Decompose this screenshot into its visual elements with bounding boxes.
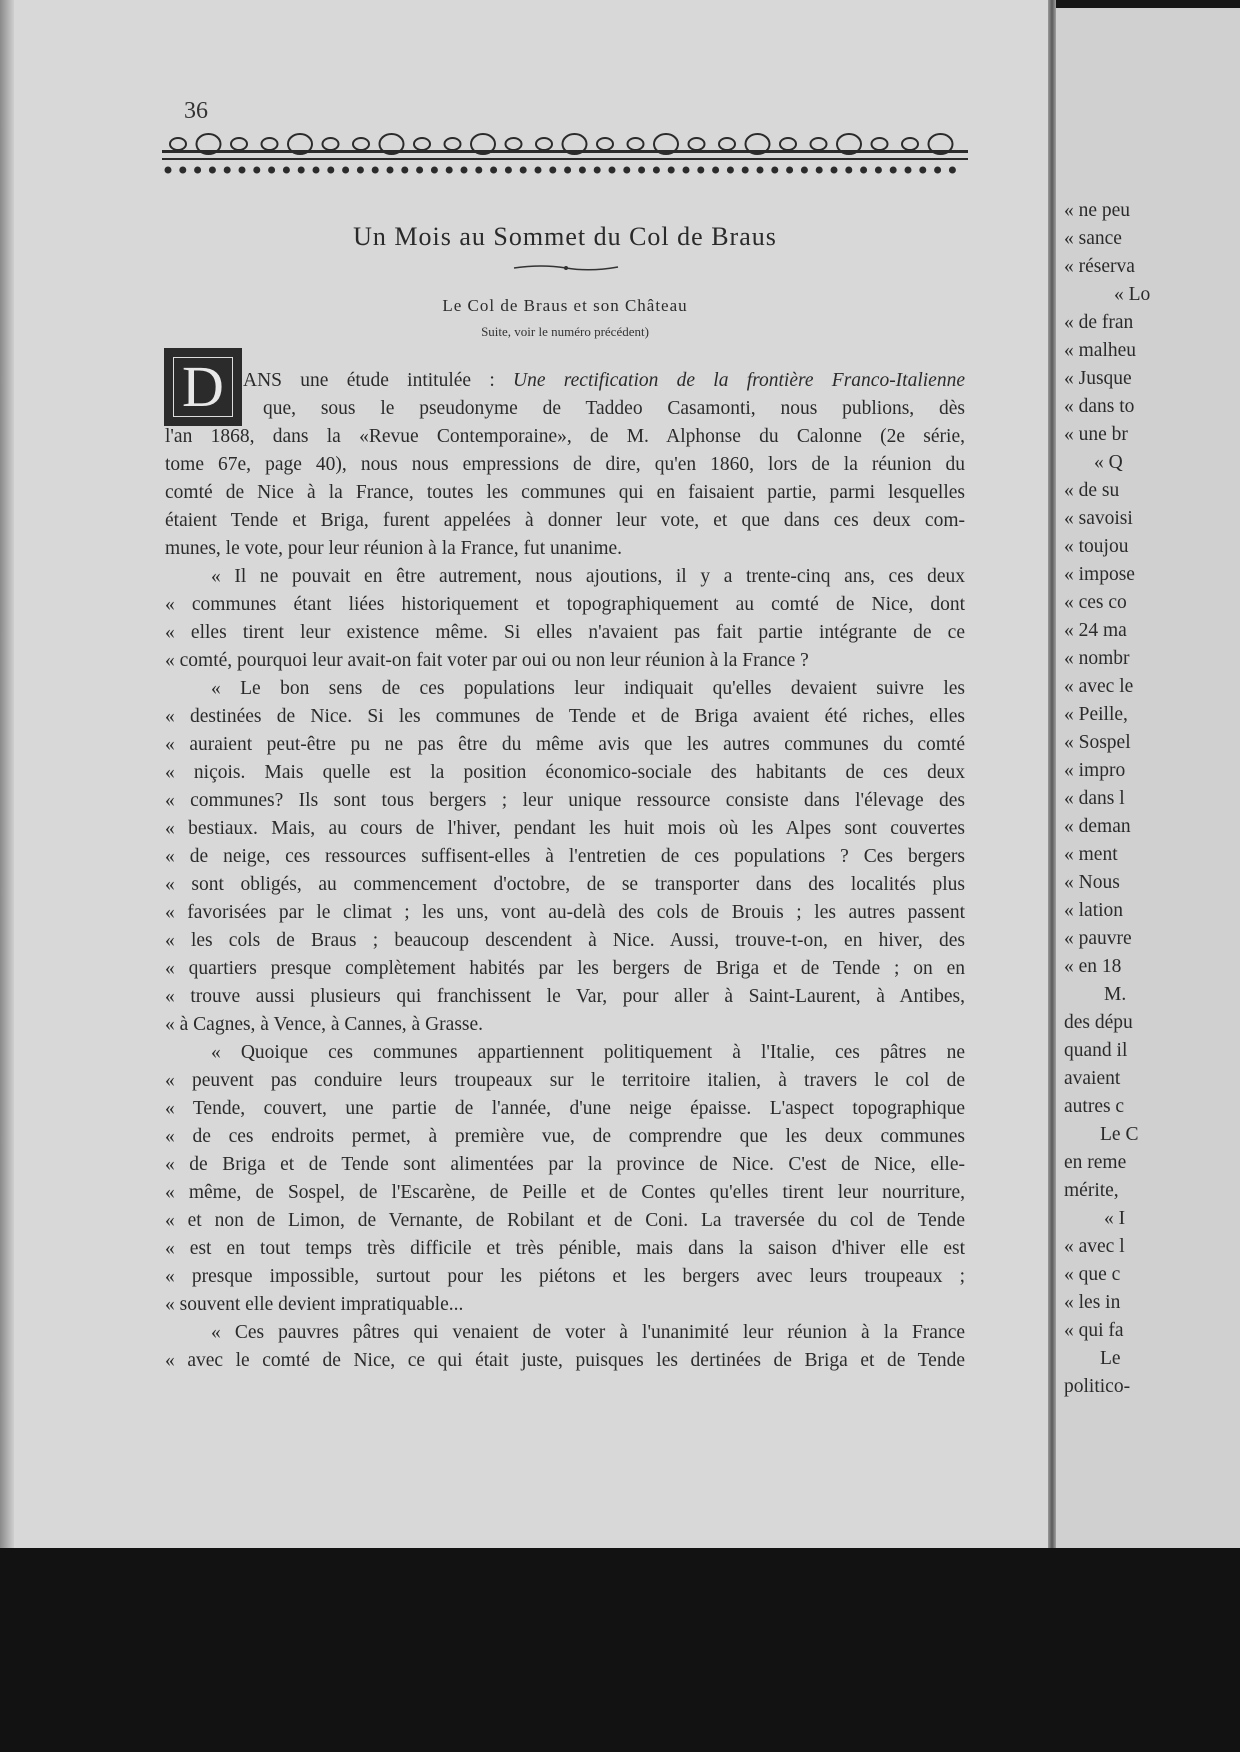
line-text: « de ces endroits permet, à première vue, de comprendre que les deux communes — [165, 1126, 965, 1147]
right-page-line: M. — [1104, 984, 1127, 1005]
ornament-bead — [387, 167, 394, 174]
text-line — [165, 1294, 965, 1316]
line-text: munes, le vote, pour leur réunion à la France, fut unanime. — [165, 538, 623, 559]
line-text: comté de Nice à la France, toutes les communes qui en faisaient partie, parmi lesquelles — [165, 482, 965, 503]
scan-background — [0, 1548, 1240, 1752]
right-page-line: « que c — [1064, 1264, 1121, 1285]
ornament-bead — [165, 167, 172, 174]
ornament-bead — [342, 167, 349, 174]
right-page-line: quand il — [1064, 1040, 1128, 1061]
text-line — [165, 650, 965, 672]
ornament-bead — [179, 167, 186, 174]
text-line — [165, 454, 965, 476]
line-text: « souvent elle devient impratiquable... — [165, 1294, 464, 1315]
right-page-line: « toujou — [1064, 536, 1129, 557]
text-line — [165, 510, 965, 532]
ornament-bead — [623, 167, 630, 174]
right-page — [1056, 8, 1240, 1556]
text-line — [211, 678, 965, 700]
line-text: « niçois. Mais quelle est la position économico-sociale des habitants de ces deux — [165, 762, 965, 783]
line-text: « Ces pauvres pâtres qui venaient de voter à l'unanimité leur réunion à la France — [211, 1322, 965, 1343]
ornament-loop — [353, 138, 369, 150]
line-text: étaient Tende et Briga, furent appelées à donner leur vote, et que dans ces deux com- — [165, 510, 965, 531]
text-line — [165, 930, 965, 952]
ornament-bead — [638, 167, 645, 174]
right-page-line: « 24 ma — [1064, 620, 1127, 641]
ornament-bead — [505, 167, 512, 174]
ornament-bead — [490, 167, 497, 174]
right-page-line: « en 18 — [1064, 956, 1122, 977]
text-line — [165, 594, 965, 616]
ornament-bead — [446, 167, 453, 174]
text-line — [165, 482, 965, 504]
right-page-line: « Sospel — [1064, 732, 1131, 753]
ornament-bead — [742, 167, 749, 174]
ornament-bead — [727, 167, 734, 174]
line-text: « comté, pourquoi leur avait-on fait voter par oui ou non leur réunion à la France ? — [165, 650, 809, 671]
text-line — [263, 398, 965, 420]
ornament-bead — [520, 167, 527, 174]
ornament-bead — [697, 167, 704, 174]
ornament-bead — [771, 167, 778, 174]
ornament-bead — [875, 167, 882, 174]
text-line — [165, 1350, 965, 1372]
line-text: que, sous le pseudonyme de Taddeo Casamonti, nous publions, dès — [263, 398, 965, 419]
text-line — [165, 1238, 965, 1260]
ornament-bead — [194, 167, 201, 174]
line-text: « favorisées par le climat ; les uns, vont au-delà des cols de Brouis ; les autres passent — [165, 902, 965, 923]
ornament-bead — [535, 167, 542, 174]
ornament-loop — [506, 138, 522, 150]
ornamental-header-band — [162, 130, 968, 178]
ornament-loop — [719, 138, 735, 150]
line-text: « communes? Ils sont tous bergers ; leur unique ressource consiste dans l'élevage des — [165, 790, 965, 811]
line-text: « elles tirent leur existence même. Si elles n'avaient pas fait partie intégrante de ce — [165, 622, 965, 643]
ornament-bead — [224, 167, 231, 174]
book-gutter — [1048, 0, 1056, 1548]
line-text: l'an 1868, dans la «Revue Contemporaine», de M. Alphonse du Calonne (2e série, — [165, 426, 965, 447]
ornament-bead — [209, 167, 216, 174]
ornament-bead — [549, 167, 556, 174]
line-text: « Il ne pouvait en être autrement, nous ajoutions, il y a trente-cinq ans, ces deux — [211, 566, 965, 587]
text-line — [243, 370, 965, 392]
right-page-line: « nombr — [1064, 648, 1130, 669]
ornament-bead — [890, 167, 897, 174]
ornament-loop — [170, 138, 186, 150]
ornament-bead — [801, 167, 808, 174]
text-line — [165, 986, 965, 1008]
ornament-loop — [780, 138, 796, 150]
ornament-bead — [683, 167, 690, 174]
right-page-line: « Peille, — [1064, 704, 1128, 725]
text-line — [165, 958, 965, 980]
ornament-bead — [905, 167, 912, 174]
page-number: 36 — [184, 98, 208, 124]
ornament-bead — [416, 167, 423, 174]
right-page-line: « Q — [1094, 452, 1123, 473]
ornament-bead — [786, 167, 793, 174]
ornament-bead — [372, 167, 379, 174]
title-flourish — [512, 262, 620, 272]
text-line — [165, 846, 965, 868]
right-page-line: « de su — [1064, 480, 1120, 501]
text-line — [211, 1322, 965, 1344]
line-text: « de Briga et de Tende sont alimentées par la province de Nice. C'est de Nice, elle- — [165, 1154, 965, 1175]
ornament-bead — [283, 167, 290, 174]
line-text: « avec le comté de Nice, ce qui était juste, puisques les dertinées de Briga et de Tende — [165, 1350, 965, 1371]
line-text: « Le bon sens de ces populations leur indiquait qu'elles devaient suivre les — [211, 678, 965, 699]
line-text: « peuvent pas conduire leurs troupeaux sur le territoire italien, à travers le col de — [165, 1070, 965, 1091]
ornament-bead — [594, 167, 601, 174]
text-line — [165, 1070, 965, 1092]
ornament-bead — [298, 167, 305, 174]
right-page-line: mérite, — [1064, 1180, 1119, 1201]
ornament-bead — [712, 167, 719, 174]
line-text: « même, de Sospel, de l'Escarène, de Peille et de Contes qu'elles tirent leur nourriture, — [165, 1182, 965, 1203]
line-text: « est en tout temps très difficile et très pénible, mais dans la saison d'hiver elle est — [165, 1238, 965, 1259]
right-page-line: « Nous — [1064, 872, 1120, 893]
continuation-note: Suite, voir le numéro précédent) — [481, 324, 649, 339]
right-page-line: « I — [1104, 1208, 1126, 1229]
ornament-loop — [597, 138, 613, 150]
right-page-line: « deman — [1064, 816, 1131, 837]
ornament-loop — [414, 138, 430, 150]
text-line — [165, 818, 965, 840]
ornament-loop — [536, 138, 552, 150]
line-text: « de neige, ces ressources suffisent-elles à l'entretien de ces populations ? Ces bergers — [165, 846, 965, 867]
line-text: « Quoique ces communes appartiennent politiquement à l'Italie, ces pâtres ne — [211, 1042, 965, 1063]
right-page-line: « impose — [1064, 564, 1135, 585]
ornament-loop — [231, 138, 247, 150]
line-text: « Tende, couvert, une partie de l'année, d'une neige épaisse. L'aspect topographique — [165, 1098, 965, 1119]
ornament-bead — [757, 167, 764, 174]
right-page-line: « lation — [1064, 900, 1124, 921]
line-text: « auraient peut-être pu ne pas être du même avis que les autres communes du comté — [165, 734, 965, 755]
right-page-line: « dans l — [1064, 788, 1125, 809]
right-page-line: Le — [1100, 1348, 1121, 1369]
line-text: « et non de Limon, de Vernante, de Robilant et de Coni. La traversée du col de Tende — [165, 1210, 965, 1231]
line-text: tome 67e, page 40), nous nous empressions de dire, qu'en 1860, lors de la réunion du — [165, 454, 965, 475]
text-line — [165, 622, 965, 644]
ornament-bead — [668, 167, 675, 174]
line-text: ANS une étude intitulée : — [243, 370, 514, 391]
article-title: Un Mois au Sommet du Col de Braus — [353, 222, 777, 251]
right-page-line: « malheu — [1064, 340, 1137, 361]
text-line — [211, 566, 965, 588]
ornament-bead — [268, 167, 275, 174]
right-page-line: « une br — [1064, 424, 1128, 445]
right-page-line: « avec l — [1064, 1236, 1125, 1257]
ornament-bead — [579, 167, 586, 174]
text-line — [165, 1210, 965, 1232]
text-line — [165, 762, 965, 784]
ornament-bead — [816, 167, 823, 174]
line-text: « sont obligés, au commencement d'octobre, de se transporter dans des localités plus — [165, 874, 965, 895]
text-line — [165, 1126, 965, 1148]
ornament-bead — [860, 167, 867, 174]
text-line — [165, 538, 965, 560]
right-page-line: « ces co — [1064, 592, 1127, 613]
line-text: « presque impossible, surtout pour les piétons et les bergers avec leurs troupeaux ; — [165, 1266, 965, 1287]
text-line — [165, 734, 965, 756]
ornament-loop — [811, 138, 827, 150]
text-line — [165, 1014, 965, 1036]
ornament-bead — [313, 167, 320, 174]
text-line — [165, 426, 965, 448]
ornament-loop — [689, 138, 705, 150]
text-line — [165, 1266, 965, 1288]
right-page-line: « Lo — [1114, 284, 1151, 305]
right-page-line: Le C — [1100, 1124, 1139, 1145]
right-page-line: politico- — [1064, 1376, 1131, 1397]
right-page-line: en reme — [1064, 1152, 1127, 1173]
line-text: « communes étant liées historiquement et topographiquement au comté de Nice, dont — [165, 594, 965, 615]
line-text: « destinées de Nice. Si les communes de Tende et de Briga avaient été riches, elles — [165, 706, 965, 727]
right-page-line: « réserva — [1064, 256, 1135, 277]
binding-edge — [0, 0, 14, 1548]
ornament-loop — [262, 138, 278, 150]
text-line — [165, 1182, 965, 1204]
right-page-line: « pauvre — [1064, 928, 1132, 949]
text-line — [165, 874, 965, 896]
ornament-loop — [872, 138, 888, 150]
text-line — [165, 790, 965, 812]
ornament-bead — [934, 167, 941, 174]
right-page-line: des dépu — [1064, 1012, 1133, 1033]
ornament-bead — [845, 167, 852, 174]
ornament-bead — [609, 167, 616, 174]
ornament-bead — [653, 167, 660, 174]
right-page-line: « sance — [1064, 228, 1122, 249]
line-text: « les cols de Braus ; beaucoup descendent à Nice. Aussi, trouve-t-on, en hiver, des — [165, 930, 965, 951]
ornament-bead — [949, 167, 956, 174]
ornament-bead — [431, 167, 438, 174]
right-page-line: avaient — [1064, 1068, 1121, 1089]
ornament-bead — [327, 167, 334, 174]
right-page-line: « Jusque — [1064, 368, 1132, 389]
right-page-line: « de fran — [1064, 312, 1134, 333]
right-page-line: « ne peu — [1064, 200, 1131, 221]
text-line — [165, 1098, 965, 1120]
ornament-bead — [357, 167, 364, 174]
right-page-line: « dans to — [1064, 396, 1135, 417]
ornament-bead — [253, 167, 260, 174]
right-page-line: « qui fa — [1064, 1320, 1124, 1341]
ornament-bead — [239, 167, 246, 174]
line-text: « bestiaux. Mais, au cours de l'hiver, pendant les huit mois où les Alpes sont couvertes — [165, 818, 965, 839]
right-page-line: « les in — [1064, 1292, 1121, 1313]
ornament-loop — [628, 138, 644, 150]
ornament-loop — [902, 138, 918, 150]
ornament-loop — [445, 138, 461, 150]
right-page-line: « ment — [1064, 844, 1118, 865]
text-line — [165, 706, 965, 728]
decorative-dropcap — [164, 348, 242, 426]
right-page-line: « avec le — [1064, 676, 1134, 697]
right-page-line: autres c — [1064, 1096, 1125, 1117]
line-text: « à Cagnes, à Vence, à Cannes, à Grasse. — [165, 1014, 484, 1035]
italic-title: Une rectification de la frontière Franco-Italienne — [513, 370, 965, 391]
ornament-bead — [919, 167, 926, 174]
dropcap-letter: D — [173, 357, 233, 417]
text-line — [165, 1154, 965, 1176]
line-text: « quartiers presque complètement habités par les bergers de Briga et de Tende ; on en — [165, 958, 965, 979]
text-line — [211, 1042, 965, 1064]
text-line — [165, 902, 965, 924]
ornament-bead — [401, 167, 408, 174]
line-text: « trouve aussi plusieurs qui franchissent le Var, pour aller à Saint-Laurent, à Antibes, — [165, 986, 965, 1007]
section-subtitle: Le Col de Braus et son Château — [442, 296, 688, 315]
ornament-loop — [323, 138, 339, 150]
ornament-bead — [461, 167, 468, 174]
right-page-line: « savoisi — [1064, 508, 1133, 529]
ornament-bead — [564, 167, 571, 174]
right-page-line: « impro — [1064, 760, 1126, 781]
ornament-bead — [475, 167, 482, 174]
ornament-bead — [831, 167, 838, 174]
